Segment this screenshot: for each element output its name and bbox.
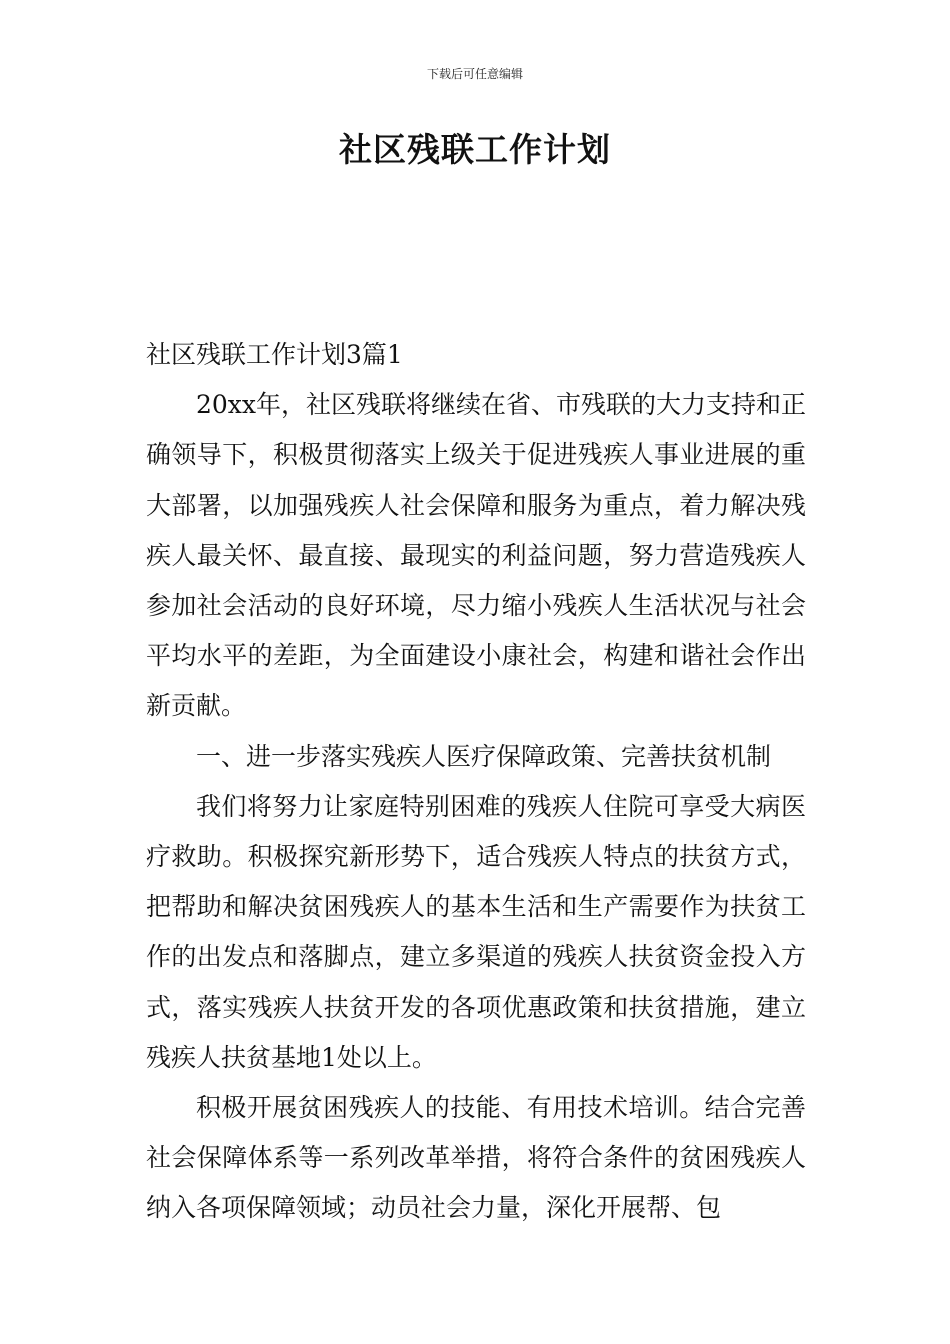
paragraph-training: 积极开展贫困残疾人的技能、有用技术培训。结合完善社会保障体系等一系列改革举措，将符合条件的贫困残疾人纳入各项保障领域；动员社会力量，深化开展帮、包 xyxy=(146,1093,806,1223)
document-title: 社区残联工作计划 xyxy=(339,130,611,169)
document-subtitle: 社区残联工作计划3篇1 xyxy=(146,340,403,369)
section-heading-1: 一、进一步落实残疾人医疗保障政策、完善扶贫机制 xyxy=(196,741,772,771)
document-body xyxy=(146,330,806,1234)
paragraph-intro: 20xx年，社区残联将继续在省、市残联的大力支持和正确领导下，积极贯彻落实上级关于促进残疾人事业进展的重大部署，以加强残疾人社会保障和服务为重点，着力解决残疾人最关怀、最直接、最现实的利益问题，努力营造残疾人参加社会活动的良好环境，尽力缩小残疾人生活状况与社会平均水平的差距，为全面建设小康社会，构建和谐社会作出新贡献。 xyxy=(146,390,807,721)
paragraph-medical: 我们将努力让家庭特别困难的残疾人住院可享受大病医疗救助。积极探究新形势下，适合残疾人特点的扶贫方式，把帮助和解决贫困残疾人的基本生活和生产需要作为扶贫工作的出发点和落脚点，建立多渠道的残疾人扶贫资金投入方式，落实残疾人扶贫开发的各项优惠政策和扶贫措施，建立残疾人扶贫基地1处以上。 xyxy=(146,791,806,1072)
header-note: 下载后可任意编辑 xyxy=(426,67,523,81)
